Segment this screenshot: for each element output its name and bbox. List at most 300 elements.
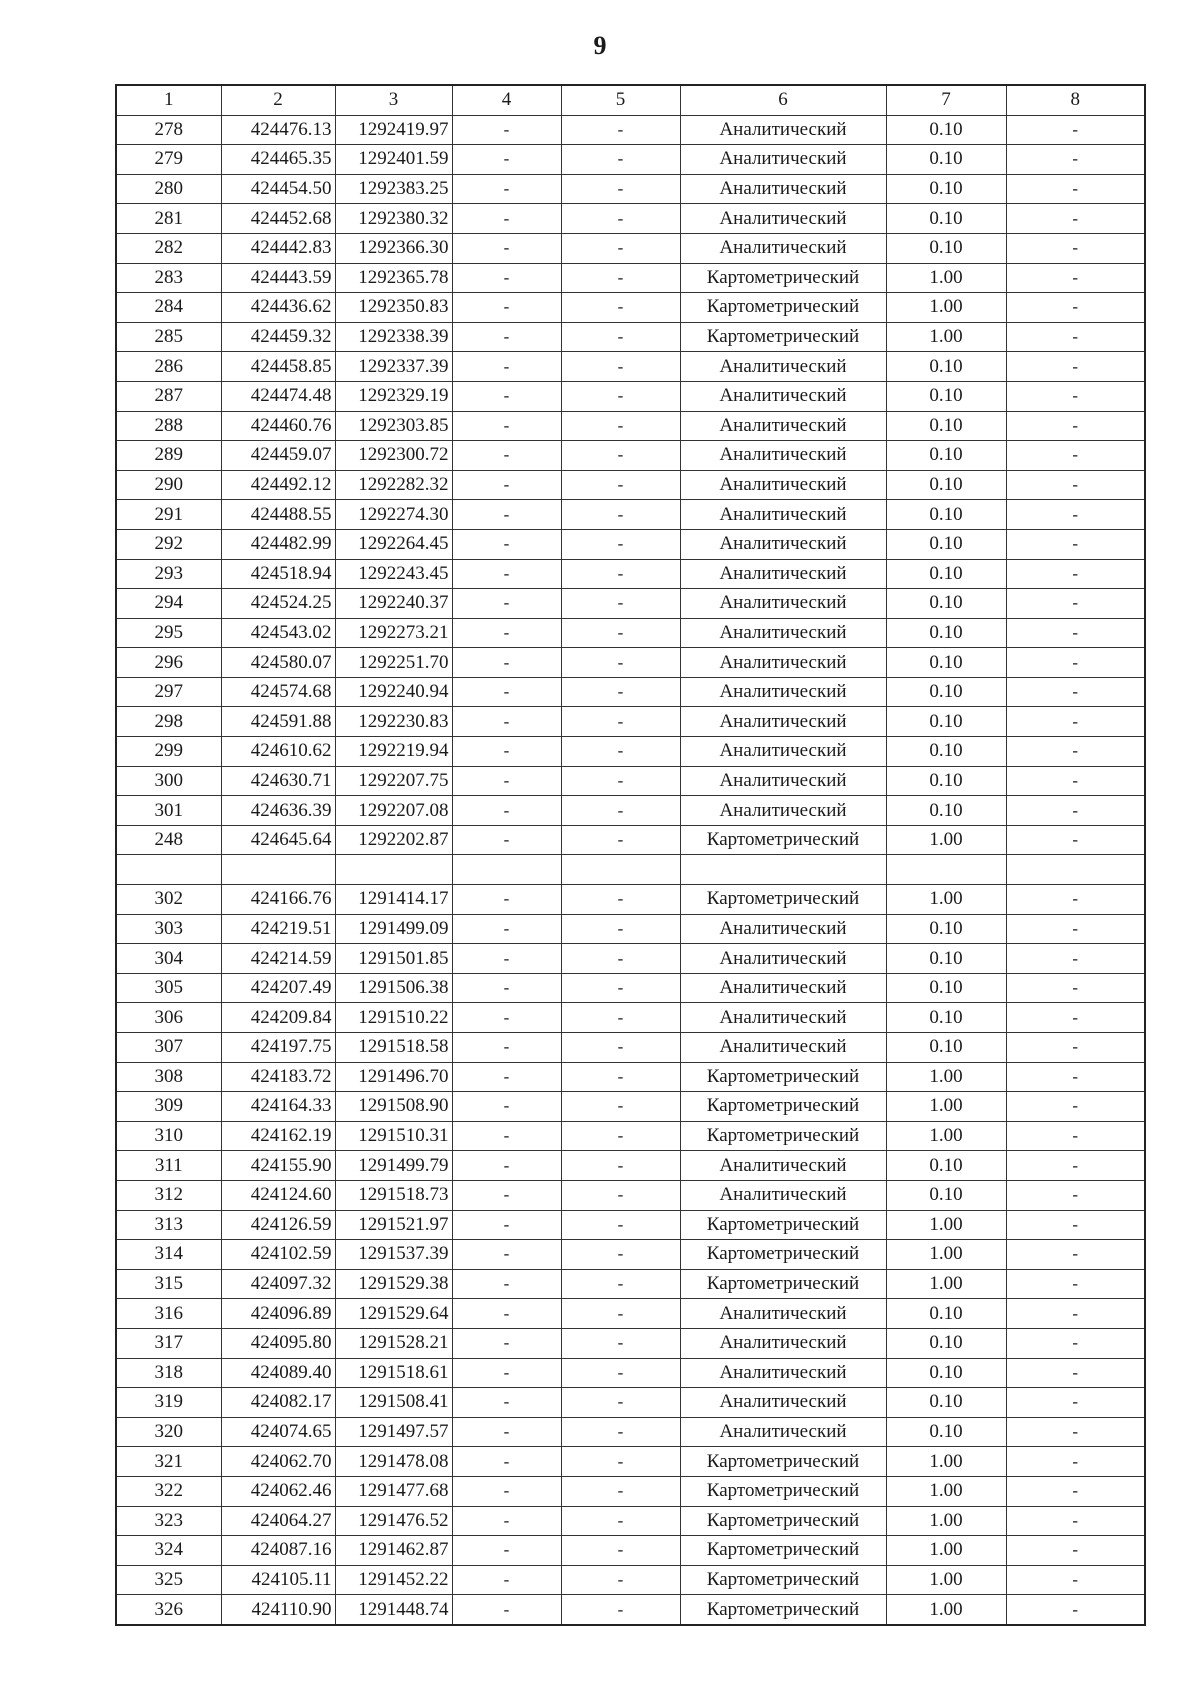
column-4-cell: - <box>452 1092 561 1122</box>
point-number-cell: 325 <box>116 1565 221 1595</box>
table-row <box>116 322 1145 352</box>
table-row <box>116 145 1145 175</box>
table-row <box>116 204 1145 234</box>
method-cell: Аналитический <box>680 1180 886 1210</box>
x-coordinate-cell: 424630.71 <box>221 766 335 796</box>
table-row <box>116 648 1145 678</box>
column-4-cell: - <box>452 1033 561 1063</box>
y-coordinate-cell: 1291506.38 <box>335 973 452 1003</box>
point-number-cell: 289 <box>116 441 221 471</box>
x-coordinate-cell: 424524.25 <box>221 589 335 619</box>
table-row <box>116 1506 1145 1536</box>
accuracy-cell: 0.10 <box>886 1033 1006 1063</box>
accuracy-cell: 0.10 <box>886 1358 1006 1388</box>
column-5-cell: - <box>561 885 680 915</box>
column-4-cell: - <box>452 618 561 648</box>
table-body <box>116 115 1145 1625</box>
point-number-cell: 307 <box>116 1033 221 1063</box>
point-number-cell: 312 <box>116 1180 221 1210</box>
y-coordinate-cell: 1291496.70 <box>335 1062 452 1092</box>
method-cell: Картометрический <box>680 1536 886 1566</box>
column-5-cell: - <box>561 529 680 559</box>
x-coordinate-cell: 424162.19 <box>221 1121 335 1151</box>
column-4-cell: - <box>452 1536 561 1566</box>
point-number-cell: 299 <box>116 737 221 767</box>
accuracy-cell: 0.10 <box>886 1417 1006 1447</box>
column-5-cell: - <box>561 618 680 648</box>
table-row <box>116 1180 1145 1210</box>
column-5-cell: - <box>561 1240 680 1270</box>
column-4-cell: - <box>452 145 561 175</box>
column-4-cell: - <box>452 1062 561 1092</box>
column-8-cell: - <box>1006 1536 1145 1566</box>
point-number-cell: 248 <box>116 825 221 855</box>
column-8-cell: - <box>1006 648 1145 678</box>
x-coordinate-cell: 424207.49 <box>221 973 335 1003</box>
x-coordinate-cell: 424458.85 <box>221 352 335 382</box>
column-5-cell: - <box>561 1151 680 1181</box>
y-coordinate-cell: 1292329.19 <box>335 381 452 411</box>
column-5-cell: - <box>561 1033 680 1063</box>
method-cell: Аналитический <box>680 618 886 648</box>
method-cell: Картометрический <box>680 1447 886 1477</box>
table-row <box>116 825 1145 855</box>
column-5-cell: - <box>561 944 680 974</box>
accuracy-cell: 0.10 <box>886 677 1006 707</box>
table-row <box>116 233 1145 263</box>
method-cell: Картометрический <box>680 1121 886 1151</box>
y-coordinate-cell: 1292300.72 <box>335 441 452 471</box>
column-header: 5 <box>561 85 680 115</box>
accuracy-cell: 0.10 <box>886 707 1006 737</box>
column-5-cell: - <box>561 1447 680 1477</box>
column-8-cell: - <box>1006 352 1145 382</box>
x-coordinate-cell: 424062.46 <box>221 1476 335 1506</box>
column-5-cell: - <box>561 766 680 796</box>
column-5-cell: - <box>561 1180 680 1210</box>
method-cell: Аналитический <box>680 500 886 530</box>
table-row <box>116 470 1145 500</box>
x-coordinate-cell: 424636.39 <box>221 796 335 826</box>
column-8-cell: - <box>1006 1447 1145 1477</box>
point-number-cell: 291 <box>116 500 221 530</box>
point-number-cell: 279 <box>116 145 221 175</box>
column-4-cell: - <box>452 737 561 767</box>
table-header <box>116 85 1145 115</box>
accuracy-cell: 0.10 <box>886 1388 1006 1418</box>
column-4-cell: - <box>452 677 561 707</box>
accuracy-cell: 1.00 <box>886 322 1006 352</box>
point-number-cell: 288 <box>116 411 221 441</box>
accuracy-cell: 0.10 <box>886 648 1006 678</box>
column-5-cell <box>561 855 680 885</box>
x-coordinate-cell: 424105.11 <box>221 1565 335 1595</box>
column-8-cell: - <box>1006 233 1145 263</box>
accuracy-cell: 0.10 <box>886 441 1006 471</box>
column-header: 6 <box>680 85 886 115</box>
point-number-cell: 321 <box>116 1447 221 1477</box>
column-8-cell: - <box>1006 1595 1145 1625</box>
column-8-cell: - <box>1006 973 1145 1003</box>
column-4-cell: - <box>452 263 561 293</box>
method-cell: Картометрический <box>680 1506 886 1536</box>
column-8-cell: - <box>1006 322 1145 352</box>
column-4-cell: - <box>452 1121 561 1151</box>
column-8-cell: - <box>1006 529 1145 559</box>
y-coordinate-cell: 1292274.30 <box>335 500 452 530</box>
table-row <box>116 263 1145 293</box>
column-5-cell: - <box>561 1476 680 1506</box>
accuracy-cell: 1.00 <box>886 1506 1006 1536</box>
accuracy-cell: 0.10 <box>886 589 1006 619</box>
point-number-cell: 282 <box>116 233 221 263</box>
column-5-cell: - <box>561 1062 680 1092</box>
column-4-cell: - <box>452 174 561 204</box>
table-row <box>116 855 1145 885</box>
column-8-cell: - <box>1006 470 1145 500</box>
method-cell: Аналитический <box>680 204 886 234</box>
y-coordinate-cell: 1292338.39 <box>335 322 452 352</box>
method-cell: Картометрический <box>680 293 886 323</box>
table-row <box>116 1358 1145 1388</box>
method-cell: Картометрический <box>680 322 886 352</box>
column-8-cell: - <box>1006 707 1145 737</box>
accuracy-cell: 1.00 <box>886 1565 1006 1595</box>
column-8-cell: - <box>1006 766 1145 796</box>
method-cell: Аналитический <box>680 973 886 1003</box>
y-coordinate-cell: 1291529.64 <box>335 1299 452 1329</box>
table-row <box>116 618 1145 648</box>
column-4-cell <box>452 855 561 885</box>
table-row <box>116 559 1145 589</box>
x-coordinate-cell: 424543.02 <box>221 618 335 648</box>
accuracy-cell: 1.00 <box>886 1595 1006 1625</box>
column-5-cell: - <box>561 1092 680 1122</box>
y-coordinate-cell: 1291529.38 <box>335 1269 452 1299</box>
point-number-cell: 278 <box>116 115 221 145</box>
point-number-cell: 308 <box>116 1062 221 1092</box>
accuracy-cell: 1.00 <box>886 1092 1006 1122</box>
table-row <box>116 1388 1145 1418</box>
point-number-cell: 290 <box>116 470 221 500</box>
accuracy-cell: 0.10 <box>886 737 1006 767</box>
y-coordinate-cell: 1292264.45 <box>335 529 452 559</box>
method-cell: Аналитический <box>680 115 886 145</box>
y-coordinate-cell: 1292365.78 <box>335 263 452 293</box>
accuracy-cell: 0.10 <box>886 233 1006 263</box>
column-4-cell: - <box>452 1003 561 1033</box>
y-coordinate-cell: 1291499.09 <box>335 914 452 944</box>
x-coordinate-cell: 424096.89 <box>221 1299 335 1329</box>
table-row <box>116 293 1145 323</box>
x-coordinate-cell: 424459.32 <box>221 322 335 352</box>
table-row <box>116 944 1145 974</box>
table-row <box>116 1151 1145 1181</box>
point-number-cell: 322 <box>116 1476 221 1506</box>
column-5-cell: - <box>561 973 680 1003</box>
y-coordinate-cell: 1292303.85 <box>335 411 452 441</box>
column-4-cell: - <box>452 559 561 589</box>
x-coordinate-cell: 424166.76 <box>221 885 335 915</box>
x-coordinate-cell <box>221 855 335 885</box>
column-4-cell: - <box>452 589 561 619</box>
column-8-cell: - <box>1006 559 1145 589</box>
x-coordinate-cell: 424164.33 <box>221 1092 335 1122</box>
accuracy-cell: 0.10 <box>886 766 1006 796</box>
x-coordinate-cell: 424062.70 <box>221 1447 335 1477</box>
accuracy-cell: 0.10 <box>886 204 1006 234</box>
column-5-cell: - <box>561 1328 680 1358</box>
column-4-cell: - <box>452 1269 561 1299</box>
y-coordinate-cell: 1291414.17 <box>335 885 452 915</box>
column-4-cell: - <box>452 944 561 974</box>
x-coordinate-cell: 424482.99 <box>221 529 335 559</box>
y-coordinate-cell: 1292383.25 <box>335 174 452 204</box>
x-coordinate-cell: 424082.17 <box>221 1388 335 1418</box>
method-cell: Аналитический <box>680 1151 886 1181</box>
point-number-cell: 324 <box>116 1536 221 1566</box>
column-4-cell: - <box>452 115 561 145</box>
table-row <box>116 1299 1145 1329</box>
table-row <box>116 1003 1145 1033</box>
column-8-cell: - <box>1006 737 1145 767</box>
y-coordinate-cell: 1292419.97 <box>335 115 452 145</box>
method-cell: Аналитический <box>680 381 886 411</box>
point-number-cell: 301 <box>116 796 221 826</box>
column-5-cell: - <box>561 145 680 175</box>
column-5-cell: - <box>561 1388 680 1418</box>
point-number-cell: 326 <box>116 1595 221 1625</box>
column-5-cell: - <box>561 1358 680 1388</box>
method-cell: Аналитический <box>680 589 886 619</box>
y-coordinate-cell: 1291528.21 <box>335 1328 452 1358</box>
y-coordinate-cell: 1291510.22 <box>335 1003 452 1033</box>
point-number-cell <box>116 855 221 885</box>
table-row <box>116 381 1145 411</box>
x-coordinate-cell: 424460.76 <box>221 411 335 441</box>
x-coordinate-cell: 424219.51 <box>221 914 335 944</box>
accuracy-cell: 0.10 <box>886 796 1006 826</box>
y-coordinate-cell: 1292240.94 <box>335 677 452 707</box>
column-8-cell: - <box>1006 885 1145 915</box>
x-coordinate-cell: 424102.59 <box>221 1240 335 1270</box>
column-5-cell: - <box>561 796 680 826</box>
table-row <box>116 529 1145 559</box>
table-row <box>116 973 1145 1003</box>
x-coordinate-cell: 424436.62 <box>221 293 335 323</box>
table-row <box>116 441 1145 471</box>
y-coordinate-cell: 1291501.85 <box>335 944 452 974</box>
method-cell: Аналитический <box>680 914 886 944</box>
column-8-cell: - <box>1006 263 1145 293</box>
column-4-cell: - <box>452 411 561 441</box>
y-coordinate-cell: 1291518.58 <box>335 1033 452 1063</box>
column-8-cell: - <box>1006 1506 1145 1536</box>
column-5-cell: - <box>561 204 680 234</box>
table-row <box>116 589 1145 619</box>
column-5-cell: - <box>561 707 680 737</box>
point-number-cell: 305 <box>116 973 221 1003</box>
x-coordinate-cell: 424124.60 <box>221 1180 335 1210</box>
column-4-cell: - <box>452 381 561 411</box>
method-cell: Аналитический <box>680 352 886 382</box>
y-coordinate-cell: 1292207.08 <box>335 796 452 826</box>
accuracy-cell: 0.10 <box>886 944 1006 974</box>
column-8-cell: - <box>1006 825 1145 855</box>
x-coordinate-cell: 424474.48 <box>221 381 335 411</box>
method-cell: Аналитический <box>680 1417 886 1447</box>
column-8-cell: - <box>1006 1151 1145 1181</box>
column-4-cell: - <box>452 1565 561 1595</box>
method-cell: Аналитический <box>680 1033 886 1063</box>
column-5-cell: - <box>561 1595 680 1625</box>
column-4-cell: - <box>452 914 561 944</box>
point-number-cell: 316 <box>116 1299 221 1329</box>
point-number-cell: 309 <box>116 1092 221 1122</box>
column-4-cell: - <box>452 1151 561 1181</box>
table-row <box>116 1328 1145 1358</box>
point-number-cell: 296 <box>116 648 221 678</box>
accuracy-cell: 0.10 <box>886 411 1006 441</box>
accuracy-cell: 0.10 <box>886 352 1006 382</box>
point-number-cell: 313 <box>116 1210 221 1240</box>
accuracy-cell: 1.00 <box>886 1269 1006 1299</box>
column-5-cell: - <box>561 174 680 204</box>
column-5-cell: - <box>561 825 680 855</box>
column-4-cell: - <box>452 766 561 796</box>
accuracy-cell: 1.00 <box>886 1447 1006 1477</box>
table-row <box>116 766 1145 796</box>
y-coordinate-cell: 1292219.94 <box>335 737 452 767</box>
column-5-cell: - <box>561 589 680 619</box>
point-number-cell: 300 <box>116 766 221 796</box>
method-cell: Картометрический <box>680 825 886 855</box>
point-number-cell: 302 <box>116 885 221 915</box>
column-8-cell: - <box>1006 1417 1145 1447</box>
table-row <box>116 1062 1145 1092</box>
point-number-cell: 294 <box>116 589 221 619</box>
y-coordinate-cell: 1291448.74 <box>335 1595 452 1625</box>
column-8-cell: - <box>1006 1121 1145 1151</box>
column-4-cell: - <box>452 1506 561 1536</box>
point-number-cell: 298 <box>116 707 221 737</box>
accuracy-cell: 0.10 <box>886 174 1006 204</box>
column-5-cell: - <box>561 500 680 530</box>
table-row <box>116 796 1145 826</box>
column-5-cell: - <box>561 1417 680 1447</box>
column-4-cell: - <box>452 204 561 234</box>
table-row <box>116 115 1145 145</box>
column-8-cell: - <box>1006 677 1145 707</box>
accuracy-cell: 0.10 <box>886 618 1006 648</box>
x-coordinate-cell: 424580.07 <box>221 648 335 678</box>
column-4-cell: - <box>452 825 561 855</box>
method-cell <box>680 855 886 885</box>
accuracy-cell: 1.00 <box>886 263 1006 293</box>
y-coordinate-cell: 1291537.39 <box>335 1240 452 1270</box>
point-number-cell: 303 <box>116 914 221 944</box>
x-coordinate-cell: 424074.65 <box>221 1417 335 1447</box>
table-row <box>116 737 1145 767</box>
table-row <box>116 1121 1145 1151</box>
method-cell: Картометрический <box>680 885 886 915</box>
y-coordinate-cell: 1291497.57 <box>335 1417 452 1447</box>
x-coordinate-cell: 424459.07 <box>221 441 335 471</box>
method-cell: Картометрический <box>680 1062 886 1092</box>
x-coordinate-cell: 424087.16 <box>221 1536 335 1566</box>
y-coordinate-cell: 1292380.32 <box>335 204 452 234</box>
column-5-cell: - <box>561 381 680 411</box>
column-4-cell: - <box>452 1358 561 1388</box>
point-number-cell: 280 <box>116 174 221 204</box>
accuracy-cell: 1.00 <box>886 1536 1006 1566</box>
method-cell: Картометрический <box>680 1240 886 1270</box>
method-cell: Аналитический <box>680 529 886 559</box>
y-coordinate-cell: 1291476.52 <box>335 1506 452 1536</box>
method-cell: Аналитический <box>680 145 886 175</box>
column-5-cell: - <box>561 352 680 382</box>
method-cell: Аналитический <box>680 470 886 500</box>
column-5-cell: - <box>561 322 680 352</box>
column-8-cell: - <box>1006 796 1145 826</box>
table-row <box>116 1269 1145 1299</box>
column-8-cell: - <box>1006 944 1145 974</box>
column-8-cell: - <box>1006 1328 1145 1358</box>
column-8-cell: - <box>1006 293 1145 323</box>
x-coordinate-cell: 424443.59 <box>221 263 335 293</box>
y-coordinate-cell: 1292207.75 <box>335 766 452 796</box>
table-row <box>116 411 1145 441</box>
accuracy-cell: 1.00 <box>886 1210 1006 1240</box>
column-8-cell <box>1006 855 1145 885</box>
column-8-cell: - <box>1006 1003 1145 1033</box>
method-cell: Аналитический <box>680 1358 886 1388</box>
table-row <box>116 1240 1145 1270</box>
column-5-cell: - <box>561 648 680 678</box>
column-header: 7 <box>886 85 1006 115</box>
column-5-cell: - <box>561 233 680 263</box>
header-row <box>116 85 1145 115</box>
point-number-cell: 317 <box>116 1328 221 1358</box>
y-coordinate-cell: 1292366.30 <box>335 233 452 263</box>
method-cell: Картометрический <box>680 1476 886 1506</box>
method-cell: Аналитический <box>680 737 886 767</box>
method-cell: Аналитический <box>680 796 886 826</box>
y-coordinate-cell: 1292230.83 <box>335 707 452 737</box>
x-coordinate-cell: 424488.55 <box>221 500 335 530</box>
column-8-cell: - <box>1006 115 1145 145</box>
column-4-cell: - <box>452 529 561 559</box>
column-4-cell: - <box>452 470 561 500</box>
table-row <box>116 1092 1145 1122</box>
table-row <box>116 707 1145 737</box>
point-number-cell: 323 <box>116 1506 221 1536</box>
accuracy-cell: 0.10 <box>886 529 1006 559</box>
accuracy-cell: 1.00 <box>886 293 1006 323</box>
column-8-cell: - <box>1006 1476 1145 1506</box>
method-cell: Картометрический <box>680 1092 886 1122</box>
column-5-cell: - <box>561 411 680 441</box>
column-4-cell: - <box>452 1388 561 1418</box>
y-coordinate-cell: 1292350.83 <box>335 293 452 323</box>
x-coordinate-cell: 424095.80 <box>221 1328 335 1358</box>
method-cell: Картометрический <box>680 1565 886 1595</box>
column-5-cell: - <box>561 470 680 500</box>
column-8-cell: - <box>1006 174 1145 204</box>
column-4-cell: - <box>452 1476 561 1506</box>
accuracy-cell: 0.10 <box>886 1328 1006 1358</box>
x-coordinate-cell: 424454.50 <box>221 174 335 204</box>
